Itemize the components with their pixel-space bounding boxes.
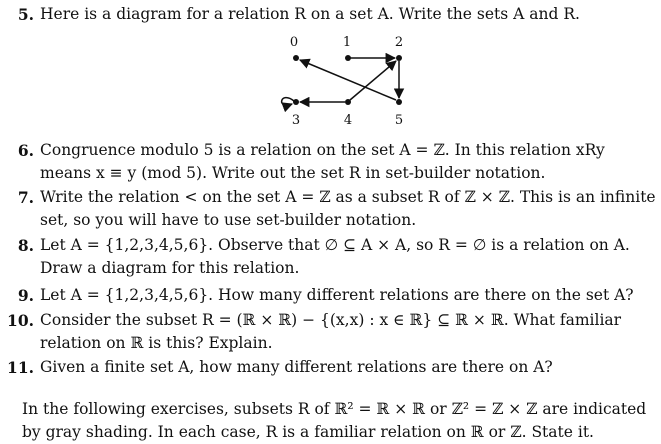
- node-0: [293, 55, 299, 61]
- exercise-number: 10.: [7, 311, 34, 330]
- exercise-number: 9.: [17, 286, 34, 305]
- exercise-5: [4, 3, 656, 26]
- edge-4-to-2: [350, 61, 396, 100]
- node-label-3: 3: [291, 113, 301, 128]
- exercise-text: Write the relation < on the set A = ℤ as a subset R of ℤ × ℤ. This is an infinite set, so you will have to use set-builder notation.: [40, 188, 656, 229]
- node-label-5: 5: [394, 113, 404, 128]
- self-loop-3: [282, 98, 294, 106]
- exercise-number: 8.: [17, 236, 34, 255]
- node-2: [396, 55, 402, 61]
- exercise-10: [4, 309, 656, 355]
- section-intro: In the following exercises, subsets R of ℝ² = ℝ × ℝ or ℤ² = ℤ × ℤ are indicated by gray shading. In each case, R is a familiar relation on ℝ or ℤ. State it.: [22, 400, 647, 441]
- exercise-text: Let A = {1,2,3,4,5,6}. How many different relations are there on the set A?: [40, 286, 634, 304]
- exercise-6: [4, 139, 656, 185]
- exercise-7: [4, 186, 656, 232]
- exercise-number: 7.: [17, 188, 34, 207]
- exercise-text: Congruence modulo 5 is a relation on the set A = ℤ. In this relation xRy means x ≡ y (mod 5). Write out the set R in set-builder notation.: [40, 141, 605, 182]
- relation-diagram: [270, 32, 420, 128]
- node-5: [396, 99, 402, 105]
- node-label-0: 0: [289, 35, 299, 50]
- node-label-4: 4: [343, 113, 353, 128]
- exercise-number: 5.: [17, 5, 34, 24]
- exercise-number: 6.: [17, 141, 34, 160]
- exercise-8: [4, 234, 656, 280]
- node-label-1: 1: [342, 35, 352, 50]
- edge-5-to-0: [300, 60, 396, 100]
- exercise-text: Given a finite set A, how many different relations are there on A?: [40, 358, 553, 376]
- exercise-text: Consider the subset R = (ℝ × ℝ) − {(x,x) : x ∈ ℝ} ⊆ ℝ × ℝ. What familiar relation on ℝ is this? Explain.: [40, 311, 622, 352]
- node-3: [293, 99, 299, 105]
- exercise-number: 11.: [7, 358, 34, 377]
- exercise-text: Here is a diagram for a relation R on a set A. Write the sets A and R.: [40, 5, 580, 23]
- exercise-9: [4, 284, 656, 307]
- node-label-2: 2: [394, 35, 404, 50]
- exercise-text: Let A = {1,2,3,4,5,6}. Observe that ∅ ⊆ A × A, so R = ∅ is a relation on A. Draw a diagram for this relation.: [40, 236, 630, 277]
- exercise-11: [4, 356, 656, 379]
